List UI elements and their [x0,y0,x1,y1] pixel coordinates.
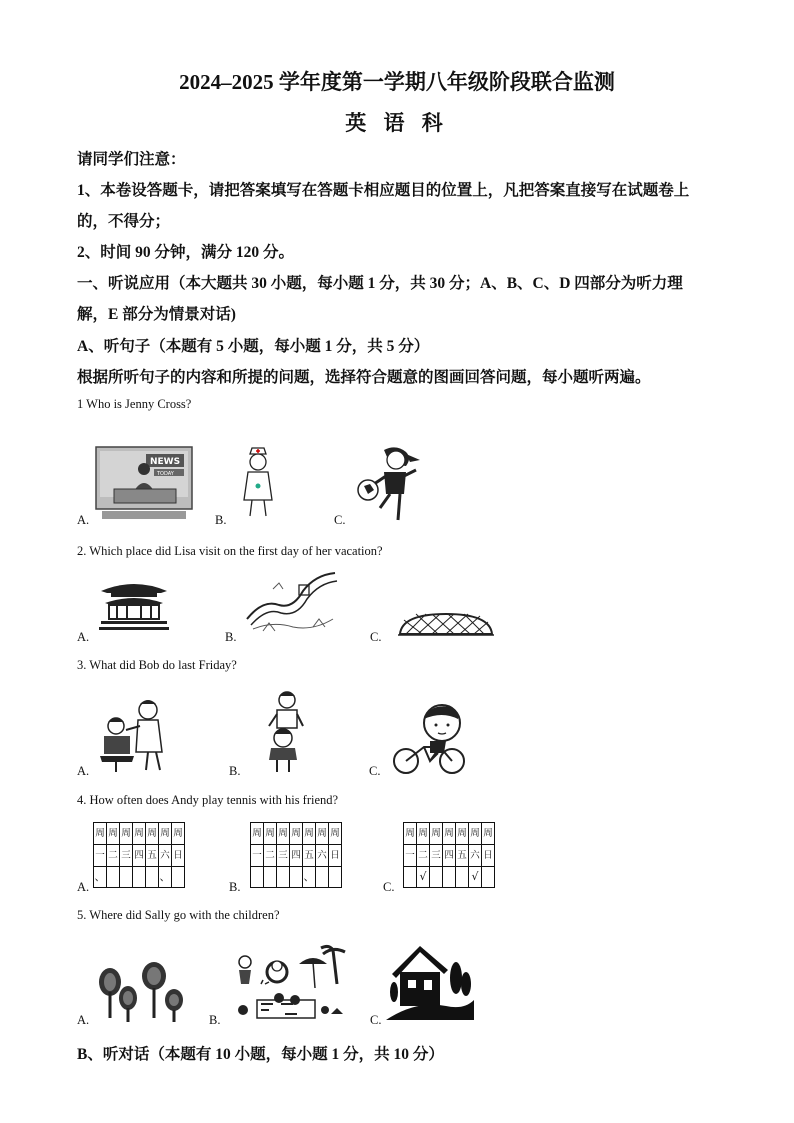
question-4: 4. How often does Andy play tennis with his friend? [77,793,339,807]
week-day-cell: 四 [290,845,303,867]
week-cell: 周 [469,823,482,845]
subject-title: 英 语 科 [345,111,449,135]
week-mark-cell [264,867,277,888]
forest-picture [96,962,188,1024]
week-cell: 周 [172,823,185,845]
q1-option-c-label: C. [334,513,346,527]
week-day-cell: 五 [303,845,316,867]
week-mark-cell: 、 [94,867,107,888]
q5-option-c-label: C. [370,1013,382,1027]
week-cell: 周 [316,823,329,845]
week-cell: 周 [303,823,316,845]
part-a-instructions: 根据所听句子的内容和所提的问题，选择符合题意的图画回答问题，每小题听两遍。 [77,369,651,386]
week-table-b [250,822,342,888]
week-mark-cell [133,867,146,888]
week-day-cell: 日 [482,845,495,867]
week-mark-cell [443,867,456,888]
week-mark-cell: √ [417,867,430,888]
dentist-visit-picture [96,696,172,774]
week-mark-cell [456,867,469,888]
riding-bike-picture [390,701,470,775]
q5-option-b-label: B. [209,1013,221,1027]
week-day-cell: 三 [430,845,443,867]
week-table-a [93,822,185,888]
notes-heading: 请同学们注意： [77,151,186,168]
forbidden-city-picture [97,577,171,633]
q5-option-a-label: A. [77,1013,90,1027]
week-mark-cell: 、 [303,867,316,888]
week-day-cell: 二 [264,845,277,867]
question-5: 5. Where did Sally go with the children? [77,908,280,922]
q2-option-c-label: C. [370,630,382,644]
week-day-cell: 四 [443,845,456,867]
week-mark-cell [172,867,185,888]
week-cell: 周 [443,823,456,845]
week-mark-cell [107,867,120,888]
haircut-picture [263,690,307,774]
week-table-c [403,822,495,888]
section-1-line-a: 一、听说应用（本大题共 30 小题，每小题 1 分，共 30 分；A、B、C、D 四部分为听力理 [77,275,683,292]
notes-line-1b: 的，不得分； [77,213,171,230]
notes-line-1a: 1、本卷设答题卡，请把答案填写在答题卡相应题目的位置上，凡把答案直接写在试题卷上 [77,182,690,199]
week-day-cell: 六 [159,845,172,867]
q3-option-a-label: A. [77,764,90,778]
week-mark-cell: 、 [159,867,172,888]
week-day-cell: 二 [417,845,430,867]
notes-line-2: 2、时间 90 分钟，满分 120 分。 [77,244,295,261]
q1-option-b-label: B. [215,513,227,527]
week-mark-cell [290,867,303,888]
svg-text:TODAY: TODAY [157,471,174,477]
week-mark-cell [430,867,443,888]
question-2: 2. Which place did Lisa visit on the first day of her vacation? [77,544,383,558]
week-cell: 周 [94,823,107,845]
week-cell: 周 [264,823,277,845]
week-mark-cell [120,867,133,888]
week-day-cell: 二 [107,845,120,867]
part-b-title: B、听对话（本题有 10 小题，每小题 1 分，共 10 分） [77,1046,444,1063]
week-mark-cell [146,867,159,888]
question-1: 1 Who is Jenny Cross? [77,397,192,411]
week-cell: 周 [290,823,303,845]
week-day-cell: 五 [456,845,469,867]
q3-option-c-label: C. [369,764,381,778]
week-mark-cell [251,867,264,888]
week-cell: 周 [146,823,159,845]
week-cell: 周 [120,823,133,845]
week-day-cell: 一 [94,845,107,867]
week-day-cell: 日 [172,845,185,867]
week-mark-cell: √ [469,867,482,888]
section-1-line-b: 解，E 部分为情景对话) [77,306,236,323]
week-cell: 周 [251,823,264,845]
girl-playing-football-picture [350,444,424,524]
week-cell: 周 [482,823,495,845]
week-day-cell: 日 [329,845,342,867]
q1-option-a-label: A. [77,513,90,527]
q2-option-a-label: A. [77,630,90,644]
great-wall-picture [243,569,339,635]
week-day-cell: 六 [469,845,482,867]
week-cell: 周 [159,823,172,845]
week-cell: 周 [417,823,430,845]
news-anchor-picture [94,445,194,523]
week-day-cell: 五 [146,845,159,867]
week-cell: 周 [456,823,469,845]
week-cell: 周 [133,823,146,845]
nurse-picture [238,446,278,522]
page-title: 2024–2025 学年度第一学期八年级阶段联合监测 [179,70,615,94]
q4-option-b-label: B. [229,880,241,894]
q3-option-b-label: B. [229,764,241,778]
week-mark-cell [482,867,495,888]
week-day-cell: 一 [404,845,417,867]
week-mark-cell [316,867,329,888]
week-day-cell: 六 [316,845,329,867]
q4-option-c-label: C. [383,880,395,894]
week-mark-cell [277,867,290,888]
question-3: 3. What did Bob do last Friday? [77,658,237,672]
svg-text:NEWS: NEWS [150,457,181,467]
week-cell: 周 [107,823,120,845]
countryside-house-picture [386,940,476,1022]
week-mark-cell [404,867,417,888]
week-cell: 周 [404,823,417,845]
week-cell: 周 [277,823,290,845]
week-day-cell: 一 [251,845,264,867]
q4-option-a-label: A. [77,880,90,894]
part-a-title: A、听句子（本题有 5 小题，每小题 1 分，共 5 分） [77,338,430,355]
week-day-cell: 三 [120,845,133,867]
week-mark-cell [329,867,342,888]
birds-nest-stadium-picture [396,610,496,638]
week-cell: 周 [430,823,443,845]
q2-option-b-label: B. [225,630,237,644]
week-day-cell: 三 [277,845,290,867]
week-day-cell: 四 [133,845,146,867]
week-cell: 周 [329,823,342,845]
beach-picture [233,944,355,1022]
